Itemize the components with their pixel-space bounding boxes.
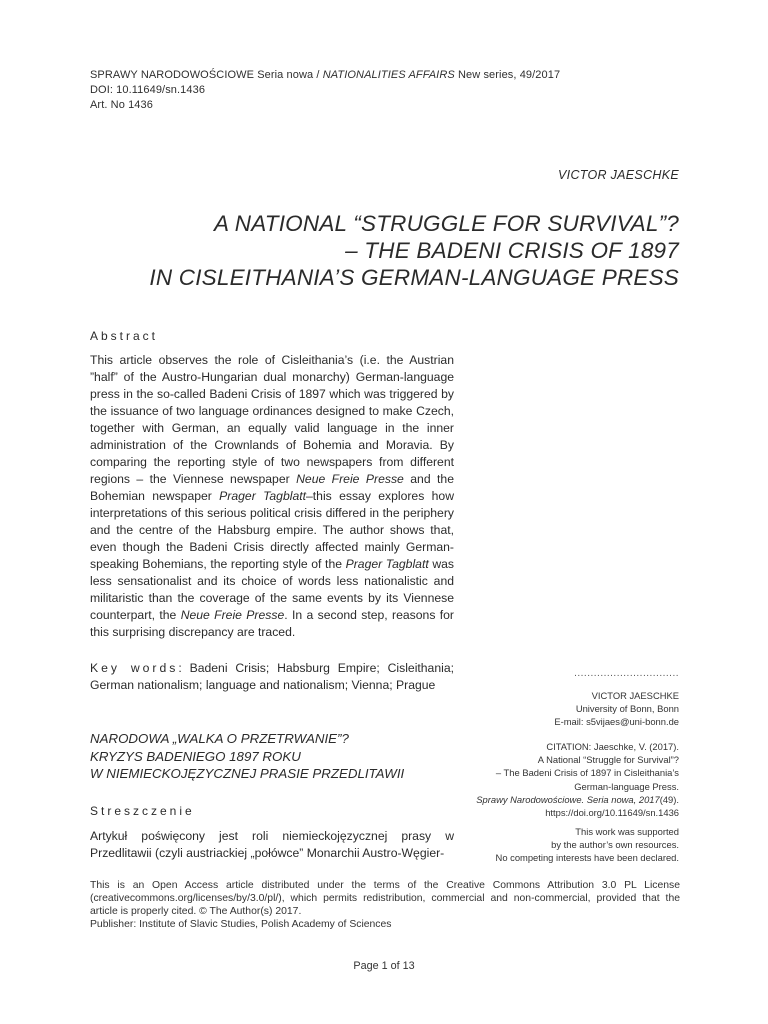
funding-line: by the author’s own resources. <box>551 839 679 851</box>
license-text: This is an Open Access article distributed under the terms of the Creative Commons Attribution 3.0 PL License (creativecommons.org/licenses/by/3.0/pl/), which permits redistribution, commercial and non-commercial, provided that the article is properly cited. © The Author(s) 2017. <box>90 880 680 917</box>
abstract-italic: Prager Tagblatt <box>345 557 429 571</box>
affiliation-name: VICTOR JAESCHKE <box>591 690 679 701</box>
series-pl: Seria nowa / <box>254 69 323 81</box>
abstract-text <box>90 352 454 641</box>
abstract-part: . In a second step, reasons for this surprising discrepancy are traced. <box>90 608 454 639</box>
journal-name-en: NATIONALITIES AFFAIRS <box>322 69 455 81</box>
title-line-1: A NATIONAL “STRUGGLE FOR SURVIVAL”? <box>213 211 679 236</box>
abstract-italic: Neue Freie Presse <box>296 472 404 486</box>
citation-line: A National “Struggle for Survival”? <box>537 754 679 766</box>
journal-header <box>90 68 560 113</box>
keywords <box>90 660 454 694</box>
author-affiliation <box>429 689 679 729</box>
funding-line: No competing interests have been declared. <box>495 852 679 864</box>
citation-line: CITATION: Jaeschke, V. (2017). <box>546 741 679 752</box>
citation-doi-link[interactable]: https://doi.org/10.11649/sn.1436 <box>545 807 679 819</box>
keywords-label: Key words <box>90 661 179 675</box>
journal-line <box>90 68 560 83</box>
license-notice <box>90 879 680 931</box>
abstract-italic: Prager Tagblatt <box>219 489 306 503</box>
separator-dots: ................................ <box>574 668 679 679</box>
polish-title <box>90 730 470 783</box>
citation-line <box>429 793 679 806</box>
abstract-heading: Abstract <box>90 329 159 343</box>
abstract-part: and the Bohemian newspaper <box>90 472 454 503</box>
title-line-2: – THE BADENI CRISIS OF 1897 <box>345 238 679 263</box>
journal-name-pl: SPRAWY NARODOWOŚCIOWE <box>90 69 255 81</box>
citation-issue: (49). <box>659 793 679 805</box>
polish-abstract-text: Artykuł poświęcony jest roli niemieckojęzycznej prasy w Przedlitawii (czyli austriackiej „połówce” Monarchii Austro-Węgier- <box>90 829 454 860</box>
abstract-part: This article observes the role of Cisleithania’s (i.e. the Austrian ”half” of the Austro-Hungarian dual monarchy) German-language press in the so-called Badeni Crisis of 1897 which was triggered by the issuance of two language ordinances designed to make Czech, together with German, an equally valid language in the inner administration of the Crownlands of Bohemia and Moravia. By comparing the reporting style of two newspapers from different regions – the Viennese newspaper <box>90 353 454 486</box>
page-number: Page 1 of 13 <box>353 960 415 972</box>
doi: DOI: 10.11649/sn.1436 <box>90 84 206 96</box>
series-en: New series, 49/2017 <box>454 69 561 81</box>
abstract-part: was less sensationalist and its choice of words less nationalistic and militaristic than the coverage of the same events by its Viennese counterpart, the <box>90 557 454 622</box>
article-number: Art. No 1436 <box>90 99 153 111</box>
citation-journal: Sprawy Narodowościowe. Seria nowa, 2017 <box>476 793 660 805</box>
polish-title-line-3: W NIEMIECKOJĘZYCZNEJ PRASIE PRZEDLITAWII <box>90 766 405 781</box>
abstract-italic: Neue Freie Presse <box>180 608 285 622</box>
funding-statement <box>429 825 679 865</box>
streszczenie-heading: Streszczenie <box>90 804 195 818</box>
keywords-text: : Badeni Crisis; Habsburg Empire; Cisleithania; German nationalism; language and nationalism; Vienna; Prague <box>90 661 454 692</box>
funding-line: This work was supported <box>575 826 679 837</box>
author-email[interactable]: E-mail: s5vijaes@uni-bonn.de <box>554 716 679 728</box>
citation-line: – The Badeni Crisis of 1897 in Cisleithania’s <box>495 767 679 779</box>
citation-line: German-language Press. <box>574 780 679 792</box>
affiliation-institution: University of Bonn, Bonn <box>575 703 679 715</box>
article-title <box>59 210 679 291</box>
title-line-3: IN CISLEITHANIA’S GERMAN-LANGUAGE PRESS <box>149 265 679 290</box>
polish-title-line-2: KRYZYS BADENIEGO 1897 ROKU <box>90 748 301 764</box>
publisher-line: Publisher: Institute of Slavic Studies, Polish Academy of Sciences <box>90 919 392 930</box>
polish-title-line-1: NARODOWA „WALKA O PRZETRWANIE”? <box>90 731 349 746</box>
author-name: VICTOR JAESCHKE <box>558 168 679 182</box>
citation-block <box>429 740 679 819</box>
abstract-part: –this essay explores how interpretations of this serious political crisis differed in the periphery and the centre of the Habsburg empire. The author shows that, even though the Badeni Crisis directly affected mainly German-speaking Bohemians, the reporting style of the <box>90 489 454 571</box>
